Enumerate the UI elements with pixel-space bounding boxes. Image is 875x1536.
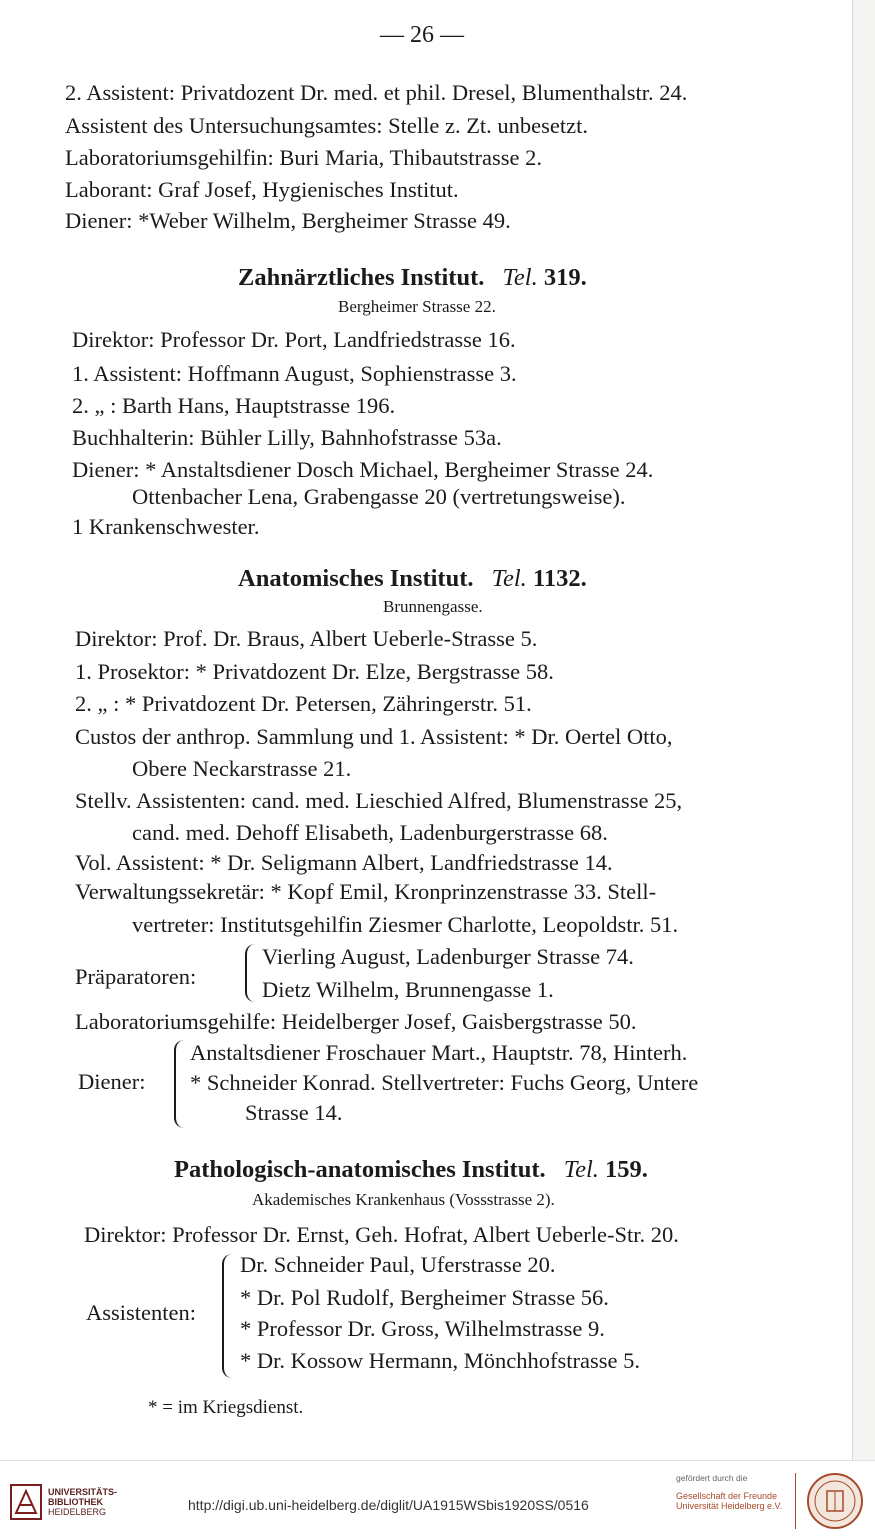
text-line: Vierling August, Ladenburger Strasse 74. (262, 944, 634, 969)
permalink[interactable]: http://digi.ub.uni-heidelberg.de/diglit/UA1915WSbis1920SS/0516 (188, 1497, 589, 1513)
text-line: Laborant: Graf Josef, Hygienisches Institut. (65, 177, 459, 202)
text-line: vertreter: Institutsgehilfin Ziesmer Charlotte, Leopoldstr. 51. (132, 912, 679, 937)
text-line: Verwaltungssekretär: * Kopf Emil, Kronprinzenstrasse 33. Stell- (75, 879, 657, 904)
section-heading: Pathologisch-anatomisches Institut. Tel. 159. (174, 1156, 648, 1183)
text-line: 2. Assistent: Privatdozent Dr. med. et phil. Dresel, Blumenthalstr. 24. (65, 80, 688, 105)
text-line: * Schneider Konrad. Stellvertreter: Fuchs Georg, Untere (190, 1070, 699, 1095)
text-line: * Dr. Kossow Hermann, Mönchhofstrasse 5. (240, 1348, 640, 1373)
university-seal-icon (805, 1471, 865, 1531)
text-line: Obere Neckarstrasse 21. (132, 756, 352, 781)
section-address: Akademisches Krankenhaus (Vossstrasse 2). (252, 1190, 555, 1209)
text-line: Assistent des Untersuchungsamtes: Stelle z. Zt. unbesetzt. (65, 113, 589, 138)
text-line: 1. Assistent: Hoffmann August, Sophienstrasse 3. (72, 361, 517, 386)
library-logo-icon (10, 1483, 42, 1521)
society-name: Gesellschaft der Freunde Universität Heidelberg e.V. (676, 1491, 783, 1511)
text-line: cand. med. Dehoff Elisabeth, Ladenburgerstrasse 68. (132, 820, 608, 845)
footnote: * = im Kriegsdienst. (148, 1397, 304, 1418)
text-line: 2. „ : * Privatdozent Dr. Petersen, Zähringerstr. 51. (75, 691, 532, 716)
text-line: Custos der anthrop. Sammlung und 1. Assistent: * Dr. Oertel Otto, (75, 724, 673, 749)
brace (174, 1040, 185, 1128)
section-address: Bergheimer Strasse 22. (338, 297, 496, 316)
brace (245, 944, 255, 1002)
text-line: Anstaltsdiener Froschauer Mart., Hauptstr. 78, Hinterh. (190, 1040, 688, 1065)
text-line: Direktor: Professor Dr. Ernst, Geh. Hofrat, Albert Ueberle-Str. 20. (84, 1222, 679, 1247)
text-line: Vol. Assistent: * Dr. Seligmann Albert, Landfriedstrasse 14. (75, 850, 613, 875)
text-line: * Dr. Pol Rudolf, Bergheimer Strasse 56. (240, 1285, 609, 1310)
text-line: 1 Krankenschwester. (72, 514, 260, 539)
text-line: Dr. Schneider Paul, Uferstrasse 20. (240, 1252, 556, 1277)
text-line: Direktor: Prof. Dr. Braus, Albert Ueberle-Strasse 5. (75, 626, 538, 651)
supported-by-label: gefördert durch die (676, 1473, 748, 1483)
text-line: Laboratoriumsgehilfe: Heidelberger Josef, Gaisbergstrasse 50. (75, 1009, 637, 1034)
section-address: Brunnengasse. (383, 597, 483, 616)
page-number: — 26 — (380, 22, 464, 48)
section-heading: Zahnärztliches Institut. Tel. 319. (238, 264, 587, 291)
text-line: Stellv. Assistenten: cand. med. Lieschied Alfred, Blumenstrasse 25, (75, 788, 683, 813)
text-line: Dietz Wilhelm, Brunnengasse 1. (262, 977, 554, 1002)
text-line: 2. „ : Barth Hans, Hauptstrasse 196. (72, 393, 396, 418)
text-line: Diener: * Anstaltsdiener Dosch Michael, Bergheimer Strasse 24. (72, 457, 654, 482)
assistenten-label: Assistenten: (86, 1300, 196, 1325)
text-line: Ottenbacher Lena, Grabengasse 20 (vertretungsweise). (132, 484, 626, 509)
viewer-footer (0, 1460, 875, 1536)
library-name: UNIVERSITÄTS- BIBLIOTHEK HEIDELBERG (48, 1487, 118, 1517)
diener-label: Diener: (78, 1069, 146, 1094)
text-line: Direktor: Professor Dr. Port, Landfriedstrasse 16. (72, 327, 516, 352)
text-line: 1. Prosektor: * Privatdozent Dr. Elze, Bergstrasse 58. (75, 659, 554, 684)
text-line: Buchhalterin: Bühler Lilly, Bahnhofstrasse 53a. (72, 425, 502, 450)
divider (795, 1473, 796, 1529)
text-line: Laboratoriumsgehilfin: Buri Maria, Thibautstrasse 2. (65, 145, 542, 170)
text-line: Strasse 14. (245, 1100, 343, 1125)
section-heading: Anatomisches Institut. Tel. 1132. (238, 565, 587, 592)
praeparatoren-label: Präparatoren: (75, 964, 197, 989)
brace (222, 1254, 233, 1378)
text-line: * Professor Dr. Gross, Wilhelmstrasse 9. (240, 1316, 605, 1341)
text-line: Diener: *Weber Wilhelm, Bergheimer Strasse 49. (65, 208, 511, 233)
page-edge (852, 0, 875, 1460)
